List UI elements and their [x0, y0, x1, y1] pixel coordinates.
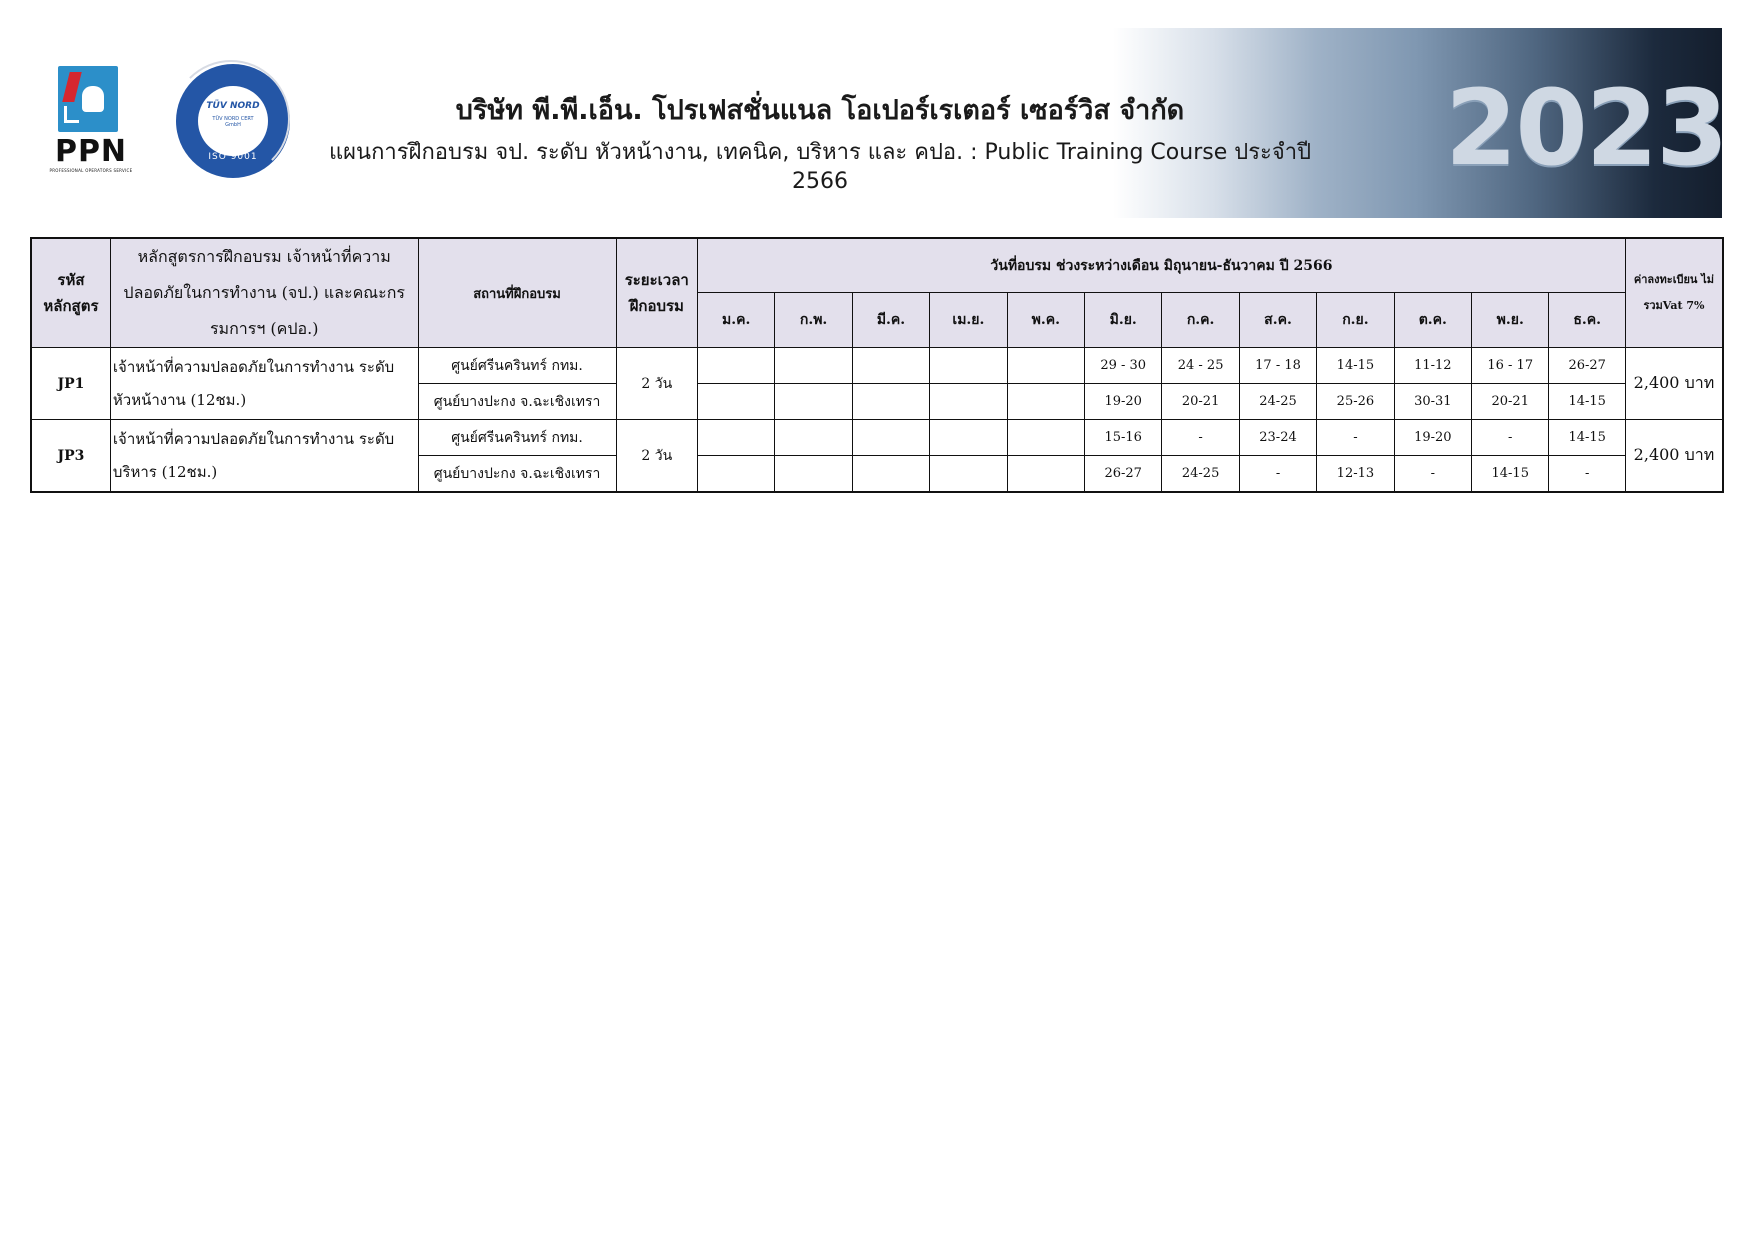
- tuv-nord-iso-logo: [176, 64, 290, 178]
- date-cell: [775, 456, 852, 493]
- month-header: เม.ย.: [930, 293, 1007, 348]
- header-duration: ระยะเวลาฝึกอบรม: [616, 238, 697, 348]
- date-cell: -: [1317, 420, 1394, 456]
- date-cell: 16 - 17: [1472, 348, 1549, 384]
- venue: ศูนย์บางปะกง จ.ฉะเชิงเทรา: [418, 456, 616, 493]
- date-cell: [775, 384, 852, 420]
- month-header: ก.พ.: [775, 293, 852, 348]
- registration-fee: 2,400 บาท: [1625, 420, 1723, 493]
- tuv-iso-text: ISO 9001: [208, 152, 258, 162]
- registration-fee: 2,400 บาท: [1625, 348, 1723, 420]
- date-cell: -: [1162, 420, 1239, 456]
- header-training-dates: วันที่อบรม ช่วงระหว่างเดือน มิถุนายน-ธันวาคม ปี 2566: [697, 238, 1625, 293]
- date-cell: [930, 384, 1007, 420]
- month-header: พ.ค.: [1007, 293, 1084, 348]
- month-header: ส.ค.: [1239, 293, 1316, 348]
- date-cell: 12-13: [1317, 456, 1394, 493]
- month-header: มี.ค.: [852, 293, 929, 348]
- table-row: [31, 348, 1723, 384]
- date-cell: 24-25: [1239, 384, 1316, 420]
- date-cell: [1007, 420, 1084, 456]
- header-venue: สถานที่ฝึกอบรม: [418, 238, 616, 348]
- date-cell: 30-31: [1394, 384, 1471, 420]
- date-cell: [1007, 348, 1084, 384]
- venue: ศูนย์บางปะกง จ.ฉะเชิงเทรา: [418, 384, 616, 420]
- date-cell: [930, 420, 1007, 456]
- date-cell: [930, 348, 1007, 384]
- header-course-code: รหัสหลักสูตร: [31, 238, 110, 348]
- ppn-logo-text: PPN: [54, 134, 128, 169]
- date-cell: 19-20: [1085, 384, 1162, 420]
- ppn-logo: [42, 66, 140, 176]
- date-cell: [852, 384, 929, 420]
- date-cell: [697, 420, 774, 456]
- training-schedule-table: [30, 237, 1724, 493]
- date-cell: [697, 456, 774, 493]
- date-cell: [852, 420, 929, 456]
- header-course-name: หลักสูตรการฝึกอบรม เจ้าหน้าที่ความปลอดภัยในการทำงาน (จป.) และคณะกรรมการฯ (คปอ.): [110, 238, 418, 348]
- date-cell: 26-27: [1085, 456, 1162, 493]
- course-name: เจ้าหน้าที่ความปลอดภัยในการทำงาน ระดับหัวหน้างาน (12ชม.): [110, 348, 418, 420]
- duration: 2 วัน: [616, 420, 697, 493]
- date-cell: 20-21: [1162, 384, 1239, 420]
- date-cell: 11-12: [1394, 348, 1471, 384]
- month-header: มิ.ย.: [1085, 293, 1162, 348]
- header-fee: ค่าลงทะเบียน ไม่รวมVat 7%: [1625, 238, 1723, 348]
- date-cell: 14-15: [1549, 384, 1625, 420]
- date-cell: 15-16: [1085, 420, 1162, 456]
- date-cell: 14-15: [1549, 420, 1625, 456]
- date-cell: 23-24: [1239, 420, 1316, 456]
- date-cell: [775, 348, 852, 384]
- date-cell: [775, 420, 852, 456]
- course-code: JP1: [31, 348, 110, 420]
- month-header: ก.ค.: [1162, 293, 1239, 348]
- month-header: ม.ค.: [697, 293, 774, 348]
- date-cell: [852, 456, 929, 493]
- date-cell: 29 - 30: [1085, 348, 1162, 384]
- table-row: [31, 420, 1723, 456]
- page-subtitle: แผนการฝึกอบรม จป. ระดับ หัวหน้างาน, เทคนิค, บริหาร และ คปอ. : Public Training Course ประจำปี 2566: [328, 140, 1312, 194]
- date-cell: 26-27: [1549, 348, 1625, 384]
- date-cell: 14-15: [1317, 348, 1394, 384]
- duration: 2 วัน: [616, 348, 697, 420]
- date-cell: 19-20: [1394, 420, 1471, 456]
- date-cell: -: [1394, 456, 1471, 493]
- month-header: ธ.ค.: [1549, 293, 1625, 348]
- date-cell: 25-26: [1317, 384, 1394, 420]
- ppn-logo-subtext: PROFESSIONAL OPERATORS SERVICE: [49, 168, 133, 173]
- date-cell: 14-15: [1472, 456, 1549, 493]
- date-cell: -: [1549, 456, 1625, 493]
- date-cell: [1007, 384, 1084, 420]
- course-code: JP3: [31, 420, 110, 493]
- year-badge: 2023: [1445, 67, 1727, 189]
- ppn-forklift-hand-icon: [58, 66, 118, 132]
- date-cell: [697, 384, 774, 420]
- date-cell: 24-25: [1162, 456, 1239, 493]
- date-cell: [852, 348, 929, 384]
- month-header: ต.ค.: [1394, 293, 1471, 348]
- date-cell: 17 - 18: [1239, 348, 1316, 384]
- month-header: พ.ย.: [1472, 293, 1549, 348]
- date-cell: [1007, 456, 1084, 493]
- company-title: บริษัท พี.พี.เอ็น. โปรเฟสชั่นแนล โอเปอร์เรเตอร์ เซอร์วิส จำกัด: [455, 95, 1185, 126]
- tuv-brand-text: TÜV NORD: [206, 101, 260, 111]
- date-cell: 24 - 25: [1162, 348, 1239, 384]
- date-cell: -: [1472, 420, 1549, 456]
- date-cell: [930, 456, 1007, 493]
- month-header: ก.ย.: [1317, 293, 1394, 348]
- date-cell: -: [1239, 456, 1316, 493]
- venue: ศูนย์ศรีนครินทร์ กทม.: [418, 420, 616, 456]
- course-name: เจ้าหน้าที่ความปลอดภัยในการทำงาน ระดับบริหาร (12ชม.): [110, 420, 418, 493]
- date-cell: [697, 348, 774, 384]
- tuv-cert-text: TÜV NORD CERT GmbH: [212, 116, 254, 128]
- date-cell: 20-21: [1472, 384, 1549, 420]
- venue: ศูนย์ศรีนครินทร์ กทม.: [418, 348, 616, 384]
